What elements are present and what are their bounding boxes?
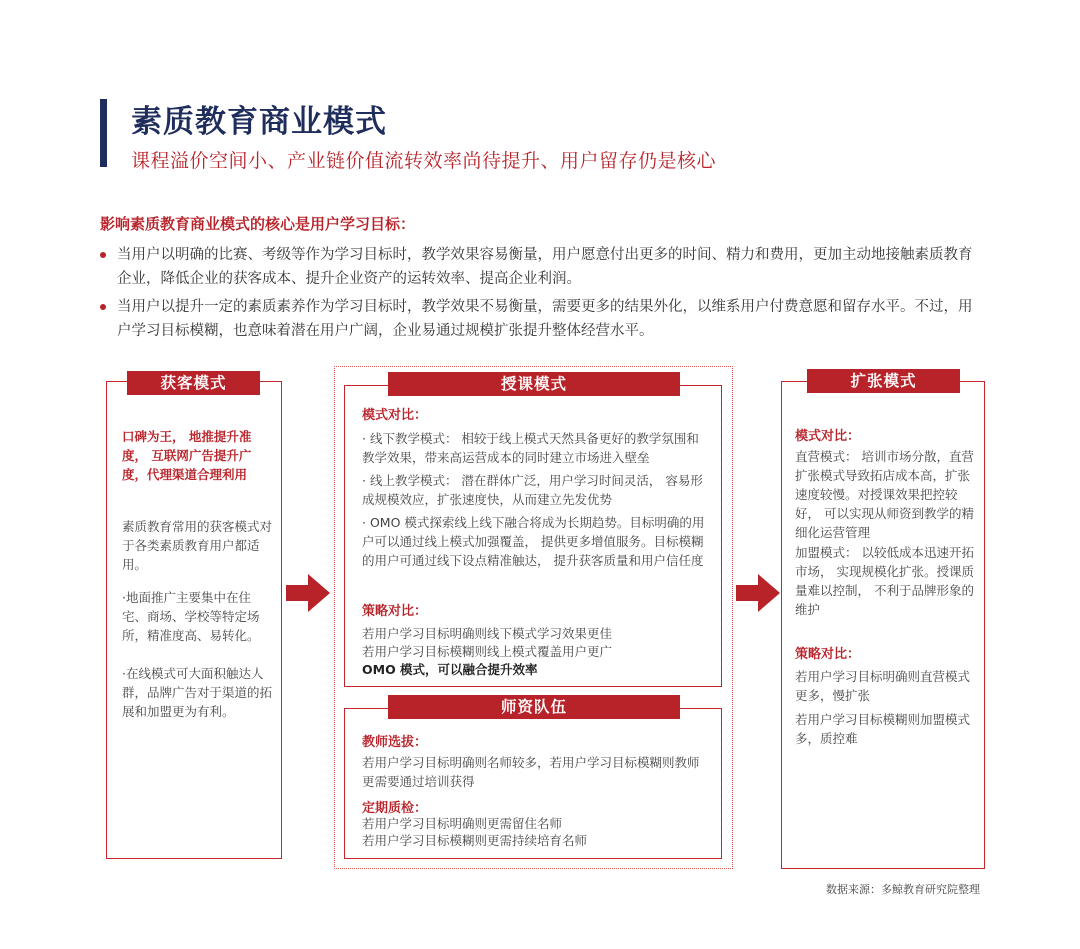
expansion-franchise: 加盟模式： 以较低成本迅速开拓市场， 实现规模化扩张。授课质量难以控制， 不利于品牌形象的维护 — [795, 545, 974, 617]
teaching-omo: · OMO 模式探索线上线下融合将成为长期趋势。目标明确的用户可以通过线上模式加强覆盖， 提供更多增值服务。目标模糊的用户可通过线下设点精准触达， 提升获客质量和用户信任度 — [362, 515, 705, 568]
acquisition-highlight: 口碑为王， 地推提升准度， 互联网广告提升广度，代理渠道合理利用 — [122, 429, 252, 482]
teaching-offline: · 线下教学模式： 相较于线上模式天然具备更好的教学氛围和教学效果，带来高运营成本的同时建立市场进入壁垒 — [362, 431, 699, 465]
teaching-strategy-3: OMO 模式，可以融合提升效率 — [362, 662, 538, 677]
acquisition-panel-header: 获客模式 — [127, 371, 260, 395]
staff-check-2: 若用户学习目标模糊则更需持续培育名师 — [362, 833, 588, 848]
staff-select-label: 教师选拔： — [362, 735, 428, 750]
teaching-compare-label: 模式对比： — [362, 408, 428, 423]
page-title: 素质教育商业模式 — [131, 104, 387, 140]
right-arrow-icon — [736, 574, 780, 612]
staff-check-1: 若用户学习目标明确则更需留住名师 — [362, 816, 563, 831]
source-note: 数据来源：多鲸教育研究院整理 — [826, 883, 980, 896]
teaching-panel-header: 授课模式 — [388, 372, 680, 396]
expansion-panel-header: 扩张模式 — [807, 369, 960, 393]
right-arrow-icon — [286, 574, 330, 612]
intro-bullet-text: 当用户以明确的比赛、考级等作为学习目标时，教学效果容易衡量，用户愿意付出更多的时间、精力和费用，更加主动地接触素质教育企业，降低企业的获客成本、提升企业资产的运转效率、提高企业利润。 — [117, 247, 973, 287]
expansion-strategy-2: 若用户学习目标模糊则加盟模式多，质控难 — [795, 712, 971, 746]
title-accent-bar — [100, 99, 107, 167]
expansion-compare-label: 模式对比： — [795, 429, 861, 444]
bullet-dot-icon — [100, 304, 106, 310]
expansion-direct: 直营模式： 培训市场分散，直营扩张模式导致拓店成本高，扩张速度较慢。对授课效果把控较好， 可以实现从师资到教学的精细化运营管理 — [795, 449, 974, 540]
teaching-strategy-label: 策略对比： — [362, 604, 428, 619]
bullet-dot-icon — [100, 252, 106, 258]
intro-bullet-2 — [100, 295, 985, 343]
acquisition-point-1: ·地面推广主要集中在住宅、商场、学校等特定场所，精准度高、易转化。 — [122, 590, 260, 643]
teaching-strategy-2: 若用户学习目标模糊则线上模式覆盖用户更广 — [362, 644, 613, 659]
acquisition-desc: 素质教育常用的获客模式对于各类素质教育用户都适用。 — [122, 519, 273, 572]
teaching-strategy-1: 若用户学习目标明确则线下模式学习效果更佳 — [362, 626, 613, 641]
staff-select-text: 若用户学习目标明确则名师较多，若用户学习目标模糊则教师更需要通过培训获得 — [362, 755, 700, 789]
expansion-strategy-label: 策略对比： — [795, 647, 861, 662]
teaching-online: · 线上教学模式： 潜在群体广泛，用户学习时间灵活， 容易形成规模效应，扩张速度快，从而建立先发优势 — [362, 473, 703, 507]
staff-panel-header: 师资队伍 — [388, 695, 680, 719]
intro-bullet-text: 当用户以提升一定的素质素养作为学习目标时，教学效果不易衡量，需要更多的结果外化，以维系用户付费意愿和留存水平。不过，用户学习目标模糊，也意味着潜在用户广阔，企业易通过规模扩张提升整体经营水平。 — [117, 299, 973, 339]
acquisition-point-2: ·在线模式可大面积触达人群，品牌广告对于渠道的拓展和加盟更为有利。 — [122, 666, 273, 719]
intro-heading: 影响素质教育商业模式的核心是用户学习目标： — [100, 215, 416, 233]
staff-check-label: 定期质检： — [362, 801, 428, 816]
page-subtitle: 课程溢价空间小、产业链价值流转效率尚待提升、用户留存仍是核心 — [131, 150, 717, 172]
expansion-strategy-1: 若用户学习目标明确则直营模式更多，慢扩张 — [795, 669, 971, 703]
intro-bullet-1 — [100, 243, 985, 291]
